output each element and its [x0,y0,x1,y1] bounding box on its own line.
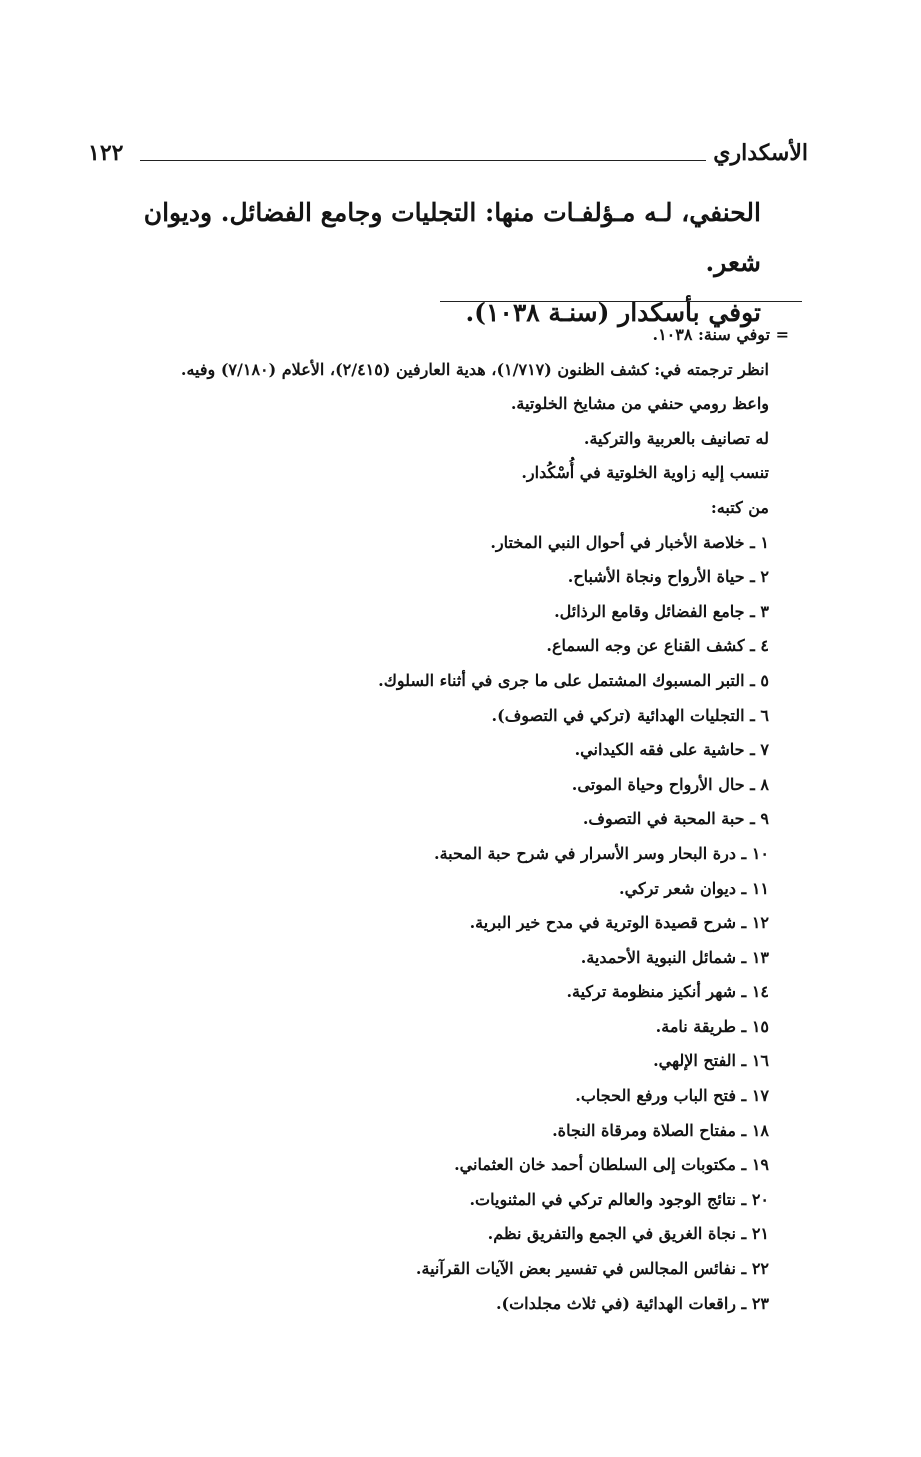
book-list-item: ٣ ـ جامع الفضائل وقامع الرذائل. [554,601,769,621]
footnote-line: من كتبه: [710,497,769,517]
footnote-line: له تصانيف بالعربية والتركية. [583,428,769,448]
book-list-item: ١٧ ـ فتح الباب ورفع الحجاب. [575,1086,769,1106]
footnote-line: = توفي سنة: ١٠٣٨. [652,325,789,344]
book-list-item: ١٥ ـ طريقة نامة. [655,1016,769,1036]
book-list-item: ٧ ـ حاشية على فقه الكيداني. [574,740,769,760]
book-list-item: ٩ ـ حبة المحبة في التصوف. [582,809,769,829]
book-list-item: ١٣ ـ شمائل النبوية الأحمدية. [580,947,769,967]
book-list-item: ١ ـ خلاصة الأخبار في أحوال النبي المختار. [490,532,769,552]
main-text-line: الحنفي، لـه مـؤلفـات منها: التجليات وجامع الفضائل. وديوان شعر. [143,198,761,277]
book-list-item: ١٦ ـ الفتح الإلهي. [653,1051,769,1071]
header-rule [140,160,706,161]
book-list-item: ٨ ـ حال الأرواح وحياة الموتى. [571,774,769,794]
book-list-item: ٢٣ ـ راقعات الهدائية (في ثلاث مجلدات). [495,1293,769,1313]
footnote-line: واعظ رومي حنفي من مشايخ الخلوتية. [510,394,769,414]
book-list-item: ٢٢ ـ نفائس المجالس في تفسير بعض الآيات القرآنية. [415,1259,769,1279]
main-text [121,188,761,338]
footnotes [69,318,789,1321]
book-list-item: ١٩ ـ مكتوبات إلى السلطان أحمد خان العثماني. [454,1155,769,1175]
book-list-item: ١١ ـ ديوان شعر تركي. [619,878,769,898]
book-list-item: ١٤ ـ شهر أنكيز منظومة تركية. [566,982,769,1002]
book-list-item: ٤ ـ كشف القناع عن وجه السماع. [546,636,769,656]
running-title: الأسكداري [713,140,808,166]
book-list [69,526,769,1322]
book-list-item: ١٨ ـ مفتاح الصلاة ومرقاة النجاة. [552,1120,769,1140]
page-header [88,140,808,174]
book-list-item: ٥ ـ التبر المسبوك المشتمل على ما جرى في أثناء السلوك. [378,670,769,690]
footnote-line: انظر ترجمته في: كشف الظنون (١/٧١٧)، هدية العارفين (٢/٤١٥)، الأعلام (٧/١٨٠) وفيه. [180,359,769,379]
book-list-item: ٦ ـ التجليات الهدائية (تركي في التصوف). [491,705,769,725]
book-list-item: ٢٠ ـ نتائج الوجود والعالم تركي في المثنويات. [469,1189,769,1209]
footnote-separator [440,301,802,302]
book-list-item: ٢ ـ حياة الأرواح ونجاة الأشباح. [567,567,769,587]
footnote-line: تنسب إليه زاوية الخلوتية في أُسْكُدار. [521,463,769,483]
main-text-line: توفي بأسكدار (سنـة ١٠٣٨). [465,298,761,327]
book-list-item: ٢١ ـ نجاة الغريق في الجمع والتفريق نظم. [487,1224,769,1244]
book-list-item: ١٢ ـ شرح قصيدة الوترية في مدح خير البرية. [469,913,769,933]
page-number: ١٢٢ [88,140,124,166]
book-list-item: ١٠ ـ درة البحار وسر الأسرار في شرح حبة المحبة. [434,843,769,863]
